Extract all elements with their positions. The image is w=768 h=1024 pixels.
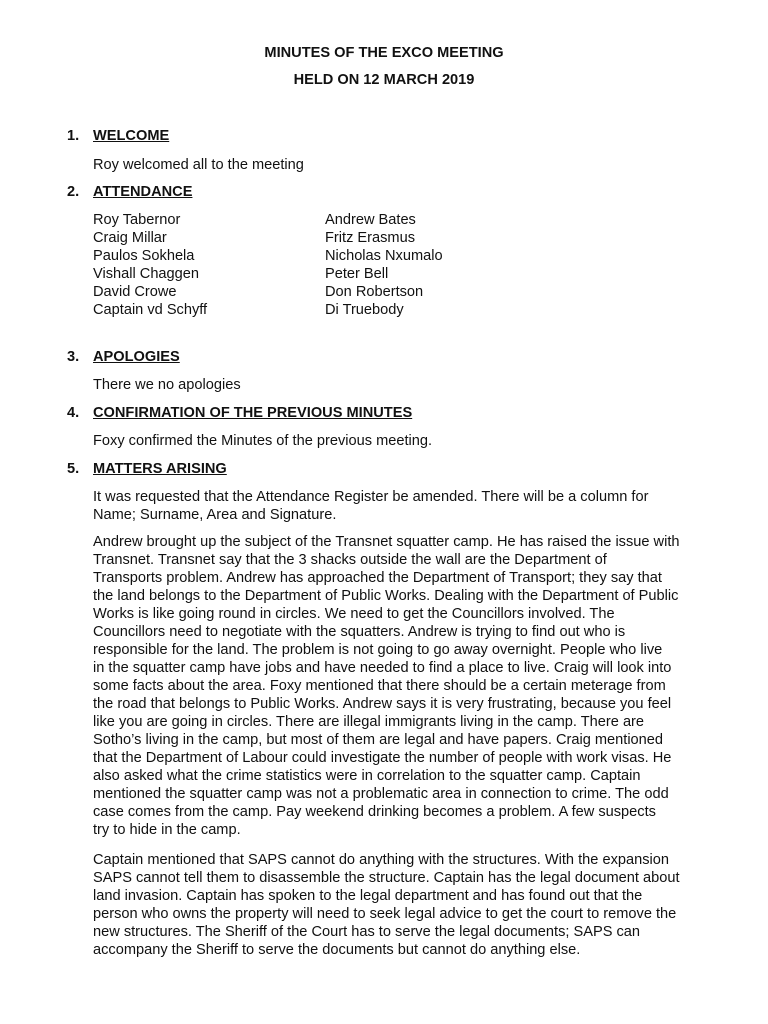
matters-paragraph-2 — [93, 533, 733, 839]
section-heading-apologies: APOLOGIES — [93, 349, 180, 365]
section-number: 2. — [67, 184, 80, 200]
paragraph-line: Transports problem. Andrew has approached the Department of Transport; they say that — [93, 570, 662, 586]
attendee-name: Roy Tabernor — [93, 212, 181, 228]
section-heading-welcome: WELCOME — [93, 128, 170, 144]
paragraph-line: also asked what the crime statistics were in correlation to the squatter camp. Captain — [93, 768, 641, 784]
section-heading-matters-arising: MATTERS ARISING — [93, 461, 227, 477]
paragraph-line: accompany the Sheriff to serve the documents but cannot do anything else. — [93, 942, 581, 958]
paragraph-line: try to hide in the camp. — [93, 822, 241, 838]
paragraph-line: some facts about the area. Foxy mentioned that there should be a certain meterage from — [93, 678, 666, 694]
paragraph-line: like you are going in circles. There are illegal immigrants living in the camp. There are — [93, 714, 645, 730]
section-number: 4. — [67, 405, 80, 421]
section-heading-confirmation: CONFIRMATION OF THE PREVIOUS MINUTES — [93, 405, 413, 421]
matters-paragraph-3 — [93, 851, 733, 959]
confirmation-text: Foxy confirmed the Minutes of the previous meeting. — [93, 433, 433, 449]
paragraph-line: that the Department of Labour could investigate the number of people with work visas. He — [93, 750, 672, 766]
attendee-name: Craig Millar — [93, 230, 167, 246]
attendee-name: Andrew Bates — [325, 212, 416, 228]
document-subtitle: HELD ON 12 MARCH 2019 — [293, 72, 475, 88]
attendee-name: Captain vd Schyff — [93, 302, 208, 318]
paragraph-line: Works is like going round in circles. We need to get the Councillors involved. The — [93, 606, 615, 622]
paragraph-line: Transnet. Transnet say that the 3 shacks outside the wall are the Department of — [93, 552, 607, 568]
paragraph-line: Sotho’s living in the camp, but most of them are legal and have papers. Craig mentioned — [93, 732, 664, 748]
attendee-name: Peter Bell — [325, 266, 389, 282]
section-number: 1. — [67, 128, 80, 144]
attendee-name: Vishall Chaggen — [93, 266, 200, 282]
section-number: 3. — [67, 349, 80, 365]
matters-paragraph-1 — [93, 488, 733, 524]
attendee-name: Fritz Erasmus — [325, 230, 415, 246]
paragraph-line: the road that belongs to Public Works. Andrew says it is very frustrating, because you feel — [93, 696, 672, 712]
paragraph-line: new structures. The Sheriff of the Court has to serve the legal documents; SAPS can — [93, 924, 641, 940]
paragraph-line: person who owns the property will need to seek legal advice to get the court to remove the — [93, 906, 677, 922]
paragraph-line: mentioned the squatter camp was not a problematic area in connection to crime. The odd — [93, 786, 669, 802]
paragraph-line: case comes from the camp. Pay weekend drinking becomes a problem. A few suspects — [93, 804, 656, 820]
paragraph-line: land invasion. Captain has spoken to the legal department and has found out that the — [93, 888, 643, 904]
attendee-name: Don Robertson — [325, 284, 424, 300]
section-number: 5. — [67, 461, 80, 477]
paragraph-line: Andrew brought up the subject of the Transnet squatter camp. He has raised the issue with — [93, 534, 680, 550]
paragraph-line: in the squatter camp have jobs and have needed to find a place to live. Craig will look into — [93, 660, 672, 676]
paragraph-line: Councillors need to negotiate with the squatters. Andrew is trying to find out who is — [93, 624, 626, 640]
attendee-name: Nicholas Nxumalo — [325, 248, 443, 264]
paragraph-line: Captain mentioned that SAPS cannot do anything with the structures. With the expansion — [93, 852, 669, 868]
attendee-name: Di Truebody — [325, 302, 404, 318]
paragraph-line: It was requested that the Attendance Register be amended. There will be a column for — [93, 489, 649, 505]
attendee-name: David Crowe — [93, 284, 177, 300]
apologies-text: There we no apologies — [93, 377, 241, 393]
paragraph-line: Name; Surname, Area and Signature. — [93, 507, 337, 523]
paragraph-line: responsible for the land. The problem is not going to go away overnight. People who live — [93, 642, 663, 658]
document-title: MINUTES OF THE EXCO MEETING — [264, 45, 504, 61]
paragraph-line: the land belongs to the Department of Public Works. Dealing with the Department of Public — [93, 588, 679, 604]
attendee-name: Paulos Sokhela — [93, 248, 195, 264]
paragraph-line: SAPS cannot tell them to disassemble the structure. Captain has the legal document about — [93, 870, 680, 886]
section-heading-attendance: ATTENDANCE — [93, 184, 193, 200]
welcome-text: Roy welcomed all to the meeting — [93, 157, 304, 173]
